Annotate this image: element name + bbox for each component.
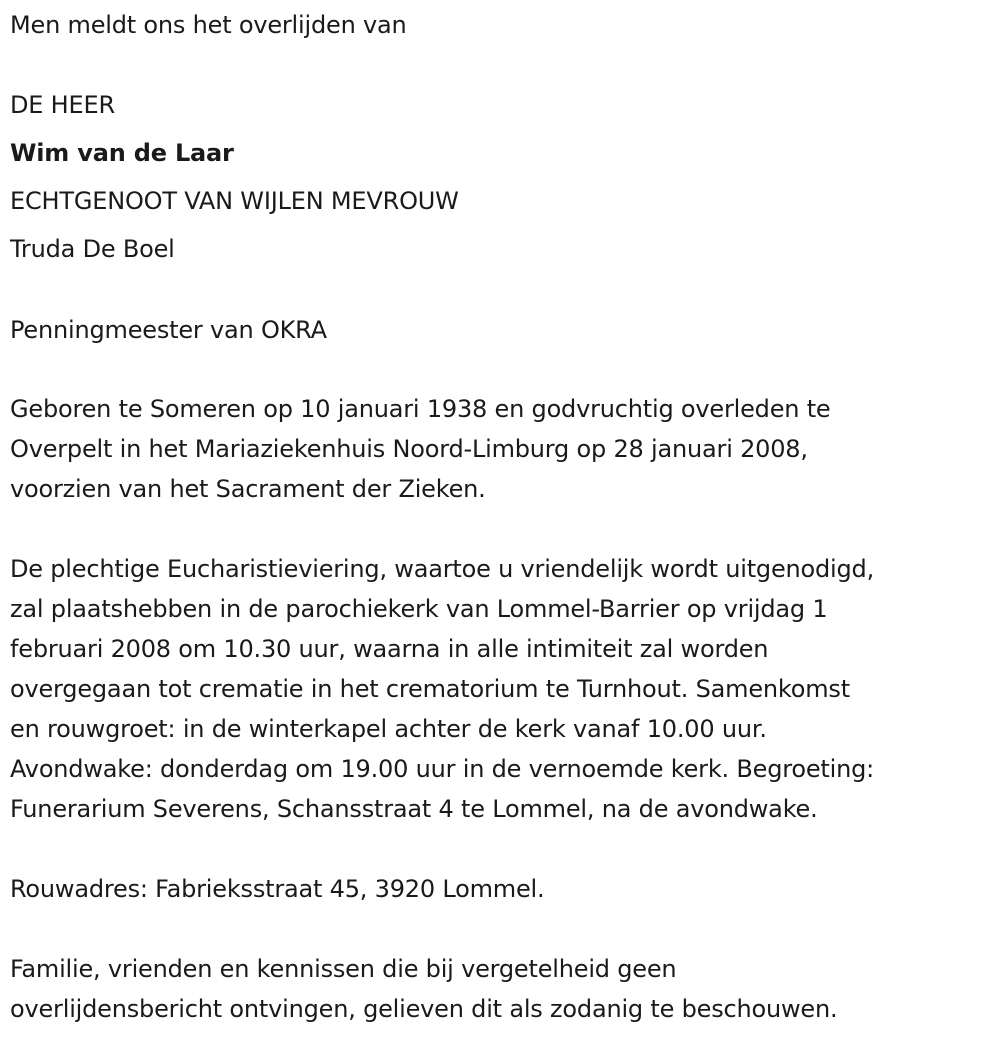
paragraph-line: overlijdensbericht ontvingen, gelieven dit als zodanig te beschouwen. [10, 995, 838, 1023]
paragraph-line: overgegaan tot crematie in het crematorium te Turnhout. Samenkomst [10, 675, 850, 703]
paragraph-line: Overpelt in het Mariaziekenhuis Noord-Limburg op 28 januari 2008, [10, 435, 808, 463]
paragraph-line: Funerarium Severens, Schansstraat 4 te Lommel, na de avondwake. [10, 795, 818, 823]
paragraph-line: De plechtige Eucharistieviering, waartoe u vriendelijk wordt uitgenodigd, [10, 555, 875, 583]
deceased-name: Wim van de Laar [10, 139, 234, 167]
paragraph-line: Geboren te Someren op 10 januari 1938 en godvruchtig overleden te [10, 395, 831, 423]
paragraph-line: februari 2008 om 10.30 uur, waarna in alle intimiteit zal worden [10, 635, 769, 663]
paragraph-line: en rouwgroet: in de winterkapel achter de kerk vanaf 10.00 uur. [10, 715, 767, 743]
paragraph-line: Familie, vrienden en kennissen die bij vergetelheid geen [10, 955, 677, 983]
spouse-prefix: ECHTGENOOT VAN WIJLEN MEVROUW [10, 187, 459, 215]
title-prefix: DE HEER [10, 91, 115, 119]
spouse-name: Truda De Boel [10, 235, 175, 263]
paragraph-line: zal plaatshebben in de parochiekerk van Lommel-Barrier op vrijdag 1 [10, 595, 828, 623]
paragraph-line: voorzien van het Sacrament der Zieken. [10, 475, 486, 503]
mourning-address: Rouwadres: Fabrieksstraat 45, 3920 Lommel. [10, 875, 545, 903]
role-text: Penningmeester van OKRA [10, 316, 327, 344]
intro-text: Men meldt ons het overlijden van [10, 11, 407, 39]
paragraph-line: Avondwake: donderdag om 19.00 uur in de vernoemde kerk. Begroeting: [10, 755, 875, 783]
